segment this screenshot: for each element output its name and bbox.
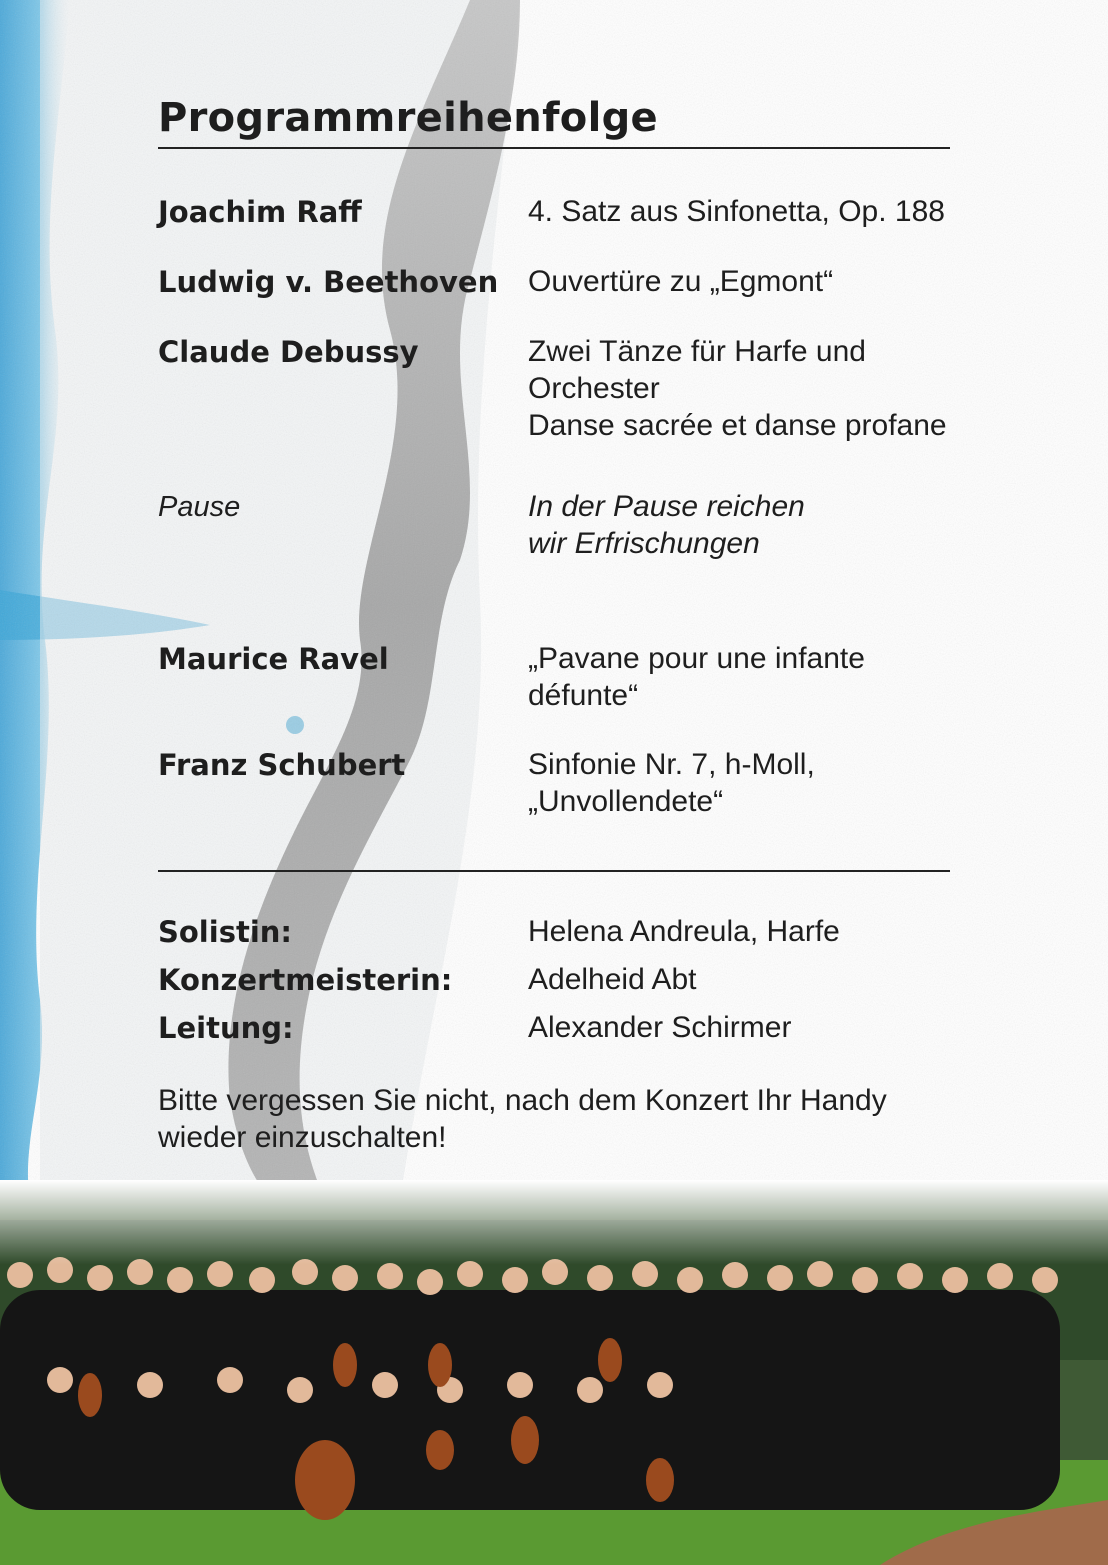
work-title [528, 263, 950, 300]
credit-label: Leitung: [158, 1011, 294, 1045]
credits-list [158, 908, 950, 1052]
work-line: „Unvollendete“ [528, 785, 724, 818]
pause-label: Pause [158, 491, 241, 523]
orchestra-photo [0, 1180, 1108, 1565]
credit-row-conductor [158, 1004, 950, 1052]
program-row-ravel [158, 640, 950, 714]
pause-note [528, 488, 950, 562]
work-line: défunte“ [528, 679, 639, 712]
composer-name: Maurice Ravel [158, 642, 389, 676]
work-line: wir Erfrischungen [528, 527, 760, 560]
credit-value: Alexander Schirmer [528, 1011, 792, 1044]
work-line: Orchester [528, 372, 660, 405]
work-title [528, 746, 950, 820]
work-line: 4. Satz aus Sinfonetta, Op. 188 [528, 195, 945, 228]
work-title [528, 193, 950, 230]
credit-label: Konzertmeisterin: [158, 963, 453, 997]
program-row-debussy [158, 333, 950, 444]
program-row-beethoven [158, 263, 950, 301]
work-line: In der Pause reichen [528, 490, 805, 523]
composer-name: Claude Debussy [158, 335, 419, 369]
section-divider [158, 870, 950, 872]
work-line: Sinfonie Nr. 7, h-Moll, [528, 748, 815, 781]
work-line: Zwei Tänze für Harfe und [528, 335, 866, 368]
page-title: Programmreihenfolge [158, 95, 950, 149]
composer-name: Joachim Raff [158, 195, 362, 229]
program-row-pause [158, 488, 950, 562]
credit-value: Adelheid Abt [528, 963, 697, 996]
credit-row-soloist [158, 908, 950, 956]
work-line: Ouvertüre zu „Egmont“ [528, 265, 834, 298]
program-row-schubert [158, 746, 950, 820]
credit-value: Helena Andreula, Harfe [528, 915, 840, 948]
credit-row-concertmaster [158, 956, 950, 1004]
phone-reminder-notice: Bitte vergessen Sie nicht, nach dem Konzert Ihr Handy wieder einzuschalten! [158, 1084, 887, 1154]
work-line: „Pavane pour une infante [528, 642, 865, 675]
program-row-raff [158, 193, 950, 231]
work-title [528, 333, 950, 444]
work-line: Danse sacrée et danse profane [528, 409, 947, 442]
program-list [158, 193, 950, 820]
program-content [158, 95, 950, 1156]
credit-label: Solistin: [158, 915, 292, 949]
composer-name: Ludwig v. Beethoven [158, 265, 499, 299]
work-title [528, 640, 950, 714]
orchestra-group-illustration [0, 1180, 1108, 1565]
composer-name: Franz Schubert [158, 748, 406, 782]
